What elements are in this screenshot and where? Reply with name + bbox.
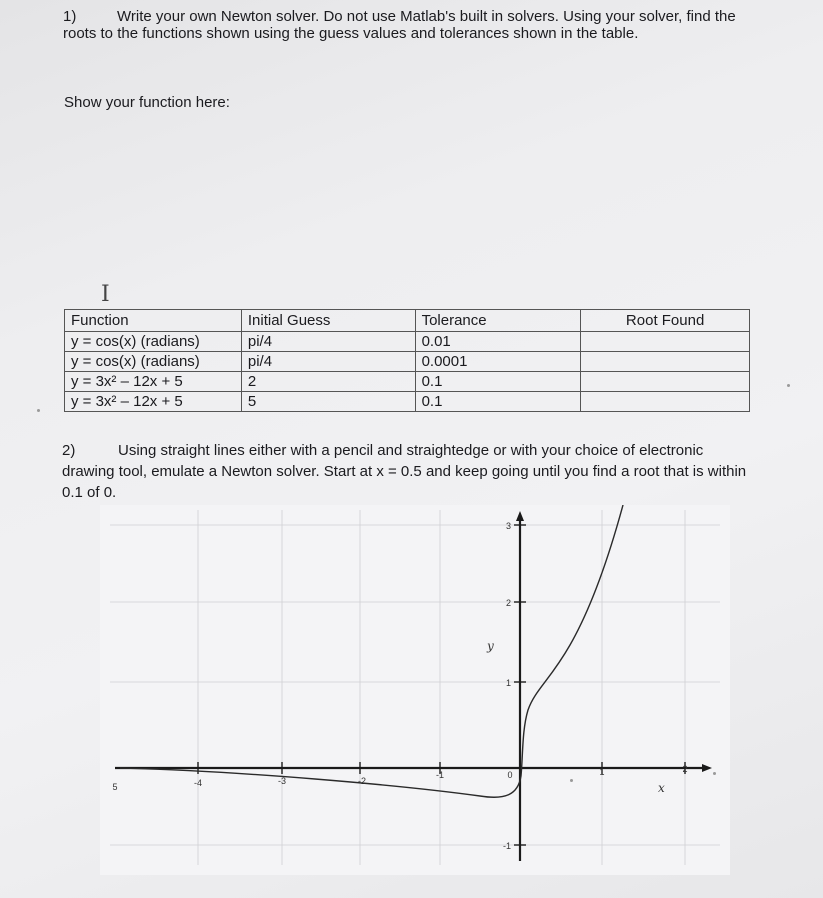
- cell-function: y = cos(x) (radians): [65, 352, 242, 372]
- cell-function: y = 3x² – 12x + 5: [65, 392, 242, 412]
- table-header-row: [65, 310, 750, 332]
- header-initial-guess: Initial Guess: [241, 310, 415, 332]
- question-1-number: 1): [63, 8, 77, 25]
- x-tick-label: -2: [357, 776, 367, 786]
- y-tick-label: 3: [505, 521, 511, 531]
- table-row: [65, 352, 750, 372]
- cell-function: y = 3x² – 12x + 5: [65, 372, 242, 392]
- x-tick-label: 1: [599, 767, 605, 777]
- y-tick-label: -1: [502, 841, 511, 851]
- table-row: [65, 332, 750, 352]
- y-tick-label: 1: [505, 678, 511, 688]
- cell-root[interactable]: [581, 392, 750, 412]
- question-1: [63, 8, 763, 42]
- question-1-text: Write your own Newton solver. Do not use Matlab's built in solvers. Using your solver, find the roots to the functions shown using the guess values and tolerances shown in the table.: [63, 8, 736, 42]
- table-row: [65, 392, 750, 412]
- stray-mark: [570, 779, 573, 782]
- cell-root[interactable]: [581, 352, 750, 372]
- question-2-text: Using straight lines either with a pencil and straightedge or with your choice of electronic drawing tool, emulate a Newton solver. Start at x = 0.5 and keep going until you find a root that is within 0.1 of 0.: [62, 442, 747, 501]
- x-tick-label: -1: [435, 770, 445, 780]
- text-cursor-icon: I: [101, 282, 110, 307]
- question-2-number: 2): [62, 442, 76, 459]
- cell-root[interactable]: [581, 332, 750, 352]
- cell-guess: 5: [241, 392, 415, 412]
- cell-guess: pi/4: [241, 352, 415, 372]
- stray-mark: [787, 384, 790, 387]
- question-2: [62, 440, 752, 503]
- cell-guess: pi/4: [241, 332, 415, 352]
- header-root-found: Root Found: [581, 310, 750, 332]
- graph-background: [100, 505, 730, 875]
- table-row: [65, 372, 750, 392]
- header-tolerance: Tolerance: [415, 310, 581, 332]
- x-tick-label-partial: 5: [112, 782, 118, 792]
- cell-tolerance: 0.1: [415, 392, 581, 412]
- x-tick-label: -4: [193, 778, 203, 788]
- x-axis-label: x: [658, 781, 665, 795]
- cell-tolerance: 0.0001: [415, 352, 581, 372]
- roots-table: [64, 309, 750, 412]
- y-axis-label: y: [487, 639, 494, 653]
- x-tick-label: 0: [507, 770, 513, 780]
- newton-graph: [100, 505, 730, 875]
- x-tick-label: -3: [277, 776, 287, 786]
- cell-function: y = cos(x) (radians): [65, 332, 242, 352]
- cell-root[interactable]: [581, 372, 750, 392]
- header-function: Function: [65, 310, 242, 332]
- cell-tolerance: 0.01: [415, 332, 581, 352]
- cell-tolerance: 0.1: [415, 372, 581, 392]
- stray-mark: [37, 409, 40, 412]
- x-tick-label: 2: [682, 764, 688, 774]
- stray-mark: [713, 772, 716, 775]
- show-function-label: Show your function here:: [64, 94, 230, 111]
- y-tick-label: 2: [505, 598, 511, 608]
- cell-guess: 2: [241, 372, 415, 392]
